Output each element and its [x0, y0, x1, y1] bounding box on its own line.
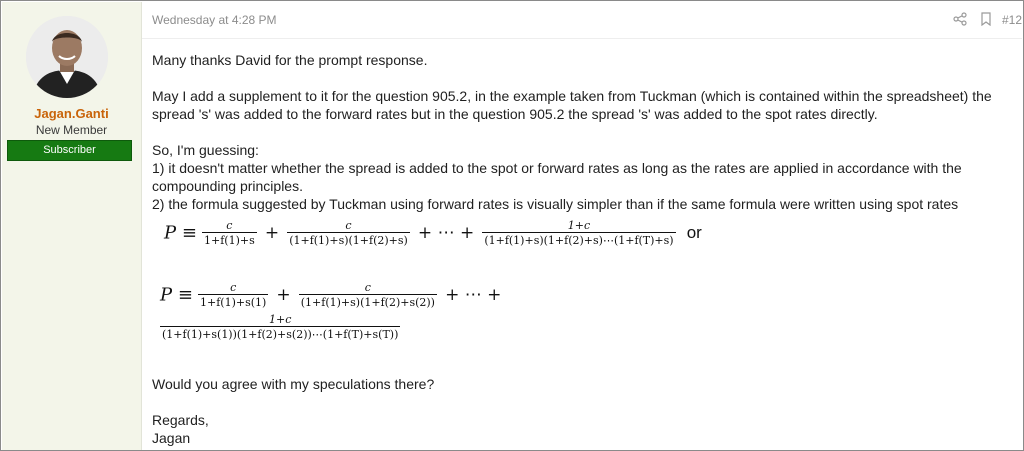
formula2-term3: $\frac{1+c}{(1+f(1)+s(1))(1+f(2)+s(2))\cdots(1+f(T)+s(T))}$	[162, 313, 399, 341]
post-closing	[152, 375, 1017, 447]
bookmark-icon[interactable]	[980, 12, 992, 26]
paragraph-point-2: 2) the formula suggested by Tuckman using forward rates is visually simpler than if the same formula were written using spot rates	[152, 196, 959, 212]
formula2-lhs: P ≡	[160, 284, 193, 306]
paragraph-supplement: May I add a supplement to it for the question 905.2, in the example taken from Tuckman (which is contained within the spreadsheet) the spread 's' was added to the forward rates but in the question 905.2 the spread 's' was added to the spot rates directly.	[152, 88, 992, 122]
user-title: New Member	[35, 123, 108, 137]
avatar[interactable]	[26, 16, 108, 98]
formula2-term1: $\frac{c}{1+f(1)+s(1)}$	[200, 281, 267, 309]
formula-or: or	[686, 223, 702, 242]
paragraph-question: Would you agree with my speculations there?	[152, 376, 435, 392]
formula1-term1: $\frac{c}{1+f(1)+s}$	[204, 219, 255, 247]
formula-spot-rates: P ≡ $\frac{c}{1+f(1)+s(1)}$ + $\frac{c}{(1+f(1)+s)(1+f(2)+s(2))}$ + ⋯ +	[160, 281, 502, 309]
post-body	[152, 51, 1017, 213]
formula2-term2: $\frac{c}{(1+f(1)+s)(1+f(2)+s(2))}$	[300, 281, 435, 309]
formula2-term3-line	[160, 313, 400, 341]
paragraph-point-1: 1) it doesn't matter whether the spread is added to the spot or forward rates as long as the rates are applied in accordance with the compounding principles.	[152, 160, 962, 194]
post-date[interactable]: Wednesday at 4:28 PM	[152, 13, 277, 27]
formula1-term3: $\frac{1+c}{(1+f(1)+s)(1+f(2)+s)\cdots(1+f(T)+s)}$	[484, 219, 674, 247]
subscriber-banner: Subscriber	[7, 140, 132, 161]
author-sidebar	[2, 2, 142, 450]
avatar-image	[26, 16, 108, 98]
share-icon[interactable]	[953, 12, 967, 26]
paragraph-regards: Regards,	[152, 412, 209, 428]
formula-forward-rates: P ≡ $\frac{c}{1+f(1)+s}$ + $\frac{c}{(1+f(1)+s)(1+f(2)+s)}$ + ⋯ + $\frac{1+c}{(1+f(1)+s)(1+f(2)+s)\cdots(1+f(T)+s)}$ or	[164, 219, 702, 247]
paragraph-signature: Jagan	[152, 430, 191, 446]
formula1-term2: $\frac{c}{(1+f(1)+s)(1+f(2)+s)}$	[289, 219, 408, 247]
post-number[interactable]: #12	[1002, 13, 1023, 27]
post-header-divider	[142, 38, 1022, 39]
post-main	[142, 1, 1022, 450]
paragraph-guessing: So, I'm guessing:	[152, 142, 259, 158]
paragraph-thanks: Many thanks David for the prompt response.	[152, 52, 428, 68]
username[interactable]: Jagan.Ganti	[34, 106, 109, 121]
formula1-lhs: P ≡	[164, 222, 197, 244]
